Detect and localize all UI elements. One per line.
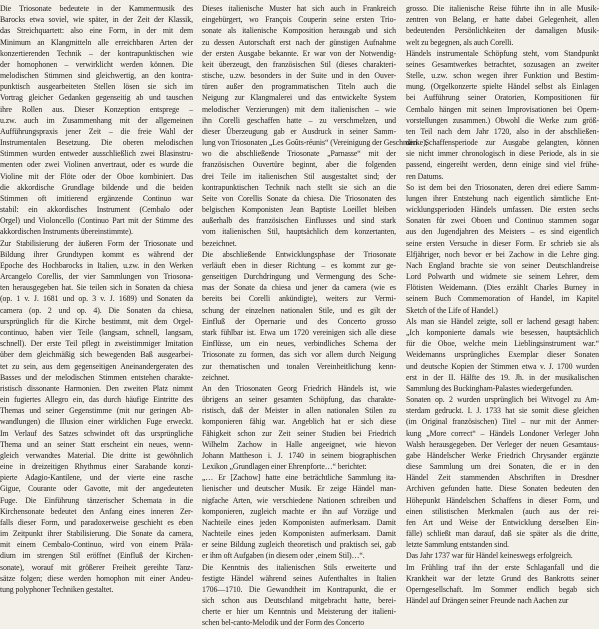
text-line: welt zu begegnen, als auch Corelli. <box>406 37 514 47</box>
text-line: lung von Triosonaten „Les Goûts-réunis“ (Vereinigung der Geschmäcke), <box>202 138 428 148</box>
text-line: diese Sammlung um drei Sonaten, die er in den <box>406 462 599 472</box>
text-line: vorstellungen zusammen.) Obwohl die Werke zum größ- <box>406 115 599 125</box>
text-line: Cembalo hängen mit seinen Improvisationen bei Opern- <box>406 104 599 114</box>
text-line: ristisch dissonante Harmonien. Den zweiten Platz nimmt <box>0 383 193 393</box>
text-line: Das Jahr 1737 war für Händel keineswegs erfolgreich. <box>406 551 573 561</box>
text-line: seines Gesamtwerkes betrachtet, sozusagen an zweiter <box>406 59 599 69</box>
text-line: grosso. Die italienische Reise führte ihn in alle Musik- <box>406 4 599 13</box>
text-line: kung „More correct“ – Händels Londoner Verleger John <box>406 428 599 438</box>
text-line: sie nicht immer chronologisch in diese Periode, als in sie <box>406 149 599 159</box>
text-line: im Zeitpunkt ihrer Stabilisierung. Die Sonate da camera, <box>0 529 193 539</box>
text-line: gabe Händelscher Werke Friedrich Chrysander ergänzte <box>406 450 599 460</box>
text-line: der homophonen – verwirklicht werden können. Die <box>0 59 193 69</box>
text-line: ten herausgegeben hat. Sie teilen sich in Sonaten da chiesa <box>0 283 193 293</box>
text-line: Nach England brachte sie von seiner Deutschlandreise <box>406 260 599 270</box>
text-line: Epoche des Hochbarocks in Italien, u.zw. in den Werken <box>0 260 193 270</box>
text-line: Barocks etwa soviel, wie später, in der Zeit der Klassik, <box>0 15 193 25</box>
text-line: Zur Stabilisierung der äußeren Form der Triosonate und <box>0 238 193 248</box>
text-line: er ihm oft Aufgaben (in diesem oder ‚einem Stil)…“. <box>202 551 365 561</box>
text-line: falls dieser Form, und paradoxerweise geschieht es eben <box>0 517 193 527</box>
text-line: Lord Polwarth und widmete sie seinem Lehrer, dem <box>406 272 599 282</box>
text-line: schnell). Der erste Teil pflegt in zweistimmiger Imitation <box>0 339 193 349</box>
text-line: Instrumentalen Besetzung. Die oberen melodischen <box>0 138 193 148</box>
text-line: dieser Überzeugung gab er Ausdruck in seiner Samm- <box>202 126 396 136</box>
text-line: melodischen Stimmen sind gleichwertig, an den kontra- <box>0 71 193 81</box>
text-line: Einflüsse, um ein neues, verbindliches Schema der <box>202 339 396 349</box>
text-line: Lexikon „Grundlagen einer Ehrenpforte…“ berichtet: <box>202 462 367 472</box>
text-line: er seine Bildung zugleich theoretisch und praktisch sei, gab <box>202 540 396 550</box>
text-line: lienischer und deutscher Musik. Er zeige Händel man- <box>202 484 396 494</box>
text-line: Minimum an Klangmitteln alle erreichbaren Arten der <box>0 37 193 47</box>
text-line: Walsh herausgegeben. Der Verleger der neuen Gesamtaus- <box>406 439 599 449</box>
text-line: den Schaffensperiode zur Ausgabe gelangten, können <box>406 138 599 148</box>
text-line: einen stilistischen Merkmalen (auch aus der rei- <box>406 506 599 516</box>
text-line: belgischen Komponisten Jean Baptiste Loeillet bleiben <box>202 205 396 215</box>
text-line: u.zw. auch im Zusammenhang mit der allgemeinen <box>0 115 193 125</box>
text-line: Sammlung des Buckingham-Palastes wiedergefunden. <box>406 383 573 393</box>
text-line: bei Aufführung seiner Oratorien, Kompositionen für <box>406 93 599 103</box>
text-line: ren Datums. <box>406 171 444 181</box>
text-line: Arcangelo Corellis, der vier Sammlungen von Triosona- <box>0 272 193 282</box>
text-line: gleich verwandtes Material. Die dritte ist gewöhnlich <box>0 450 193 460</box>
text-line: ein fugiertes Allegro ein, das durch häufige Eintritte des <box>0 395 193 405</box>
text-line: seine ersten Versuche in dieser Form. Er schrieb sie als <box>406 238 599 248</box>
text-line: (im Original französischen) Titel – nur mit der Anmer- <box>406 417 599 427</box>
text-line: komponieren, zugleich machte er ihn auf Vorzüge und <box>202 506 396 516</box>
text-line: sterdam gedruckt. I. J. 1733 hat sie somit diese gleichen <box>406 406 599 416</box>
text-line: Aufführungspraxis jener Zeit – die freie Wahl der <box>0 126 193 136</box>
text-line: Krankheit war der letzte Grund des Bankrotts seiner <box>406 573 599 583</box>
text-line: bereits bei Corelli ankündigte), weiters zur Vermi- <box>202 294 396 304</box>
text-line: wo die abschließende Triosonate „Parnasse“ mit der <box>202 149 396 159</box>
text-column-right <box>406 3 599 606</box>
text-line: zentren von Belang, er hatte dabei Gelegenheit, allen <box>406 15 599 25</box>
text-line: drei Teile im italienischen Stil ausgestaltet sind; der <box>202 171 396 181</box>
text-line: mas der Sonate da chiesa und jener da camera (wie es <box>202 283 396 293</box>
text-line: ursprünglich für die Kirche bestimmt, mit dem Orgel- <box>0 316 193 326</box>
text-line: pierte Adagio-Kantilene, und der vierte eine rasche <box>0 473 193 483</box>
text-line: außerhalb des französischen Einflusses und sind stark <box>202 216 396 226</box>
text-line: „Ich komponierte damals wie besessen, hauptsächlich <box>406 327 599 337</box>
text-line: ten Teil nach dem Jahr 1720, also in der abschließen- <box>406 126 599 136</box>
text-line: sonate als italienische Komposition herausgab und sich <box>202 26 396 36</box>
text-line: stische, u.zw. besonders in der Suite und in den Ouver- <box>202 71 396 81</box>
text-line: Stelle, u.zw. schon wegen ihrer Funktion und Bestim- <box>406 71 599 81</box>
text-line: (op. 1 v. J. 1681 und op. 3 v. J. 1689) und Sonaten da <box>0 294 193 304</box>
text-line: akkordischen Instruments übereinstimmte). <box>0 227 133 237</box>
text-line: Wilhelm Zachow in Halle angeeignet, wie hievon <box>202 439 396 449</box>
text-line: Händel Zeit stammenden Abschriften in Dresdner <box>406 473 599 483</box>
text-line: sich schon aus Deutschland mitgebracht hatte, berei- <box>202 596 396 606</box>
text-line: Die Kenntnis des italienischen Stils erweiterte und <box>202 562 396 572</box>
text-line: Seite von Corellis Sonate da chiesa. Die Triosonaten des <box>202 193 396 203</box>
text-line: wicklungsperioden Händels umfassen. Die ersten sechs <box>406 205 599 215</box>
text-line: tung polyphoner Techniken gestaltet. <box>0 584 114 594</box>
text-line: menten oder zwei Violinen anvertraut, oder es wurde die <box>0 160 193 170</box>
text-line: sonate), worauf mit größerer Freiheit gereihte Tanz- <box>0 562 193 572</box>
text-line: Höhepunkt Händelschen Schaffens in dieser Form, und <box>406 495 599 505</box>
text-line: continuo, haben vier Teile (langsam, schnell, langsam, <box>0 327 193 337</box>
text-line: Im Frühling traf ihn der erste Schlaganfall und die <box>406 562 599 572</box>
text-line: Neigung zur Klangmalerei und das entwickelte System <box>202 93 396 103</box>
text-line: eingebürgert, wo François Couperin seine ersten Trio- <box>202 15 396 25</box>
text-line: Basses und der melodischen Stimmen entstehen charakte- <box>0 372 193 382</box>
text-line: fälle) schließt man darauf, daß sie später als die dritte, <box>406 529 599 539</box>
text-line: Bildung ihrer Grundtypen kommt es während der <box>0 249 193 259</box>
text-line: Gigue, Courante oder Gavotte, mit der angedeuteten <box>0 484 193 494</box>
text-line: stabil: ein akkordisches Instrument (Cembalo oder <box>0 205 193 215</box>
text-line: Nachteile eines jeden Komponisten aufmerksam. Damit <box>202 517 396 527</box>
text-line: Sonaten für zwei Oboen und Continuo stammen sogar <box>406 216 599 226</box>
text-line: Einfluß der Opernarie und des Concerto grosso <box>202 316 396 326</box>
text-column-left <box>0 3 193 595</box>
text-line: Die Triosonate bedeutete in der Kammermusik des <box>0 4 193 13</box>
text-line: vom italienischen Stil, hauptsächlich dem konzertanten, <box>202 227 396 237</box>
text-line: Thema und an seiner Statt erscheint ein neues, wenn- <box>0 439 193 449</box>
text-line: nigfache Arten, wie verschiedene Nationen schreiben und <box>202 495 396 505</box>
text-line: die akkordische Grundlage bildende und die beiden <box>0 182 193 192</box>
text-line: Johann Mattheson i. J. 1740 in seinem biographischen <box>202 450 396 460</box>
text-line: erst in der II. Hälfte des 19. Jh. in der musikalischen <box>406 372 599 382</box>
text-line: Orgel) und Violoncello (Continuo Part mit der Stimme des <box>0 216 193 226</box>
text-line: zu dessen Autorschaft erst nach der günstigen Aufnahme <box>202 37 396 47</box>
text-line: ihre Rollen aus. Dieser Konzeption entsprege – <box>0 104 193 114</box>
text-line: melodischer Verzierungen) mit dem italienischen – wie <box>202 104 396 114</box>
text-line: Im Verlauf des Satzes schwindet oft das ursprüngliche <box>0 428 193 438</box>
text-line: „… Er [Zachow] hatte eine beträchtliche Sammlung ita- <box>202 473 396 483</box>
text-line: der ersten Ausgabe bekannte. Er war von der Notwendig- <box>202 48 396 58</box>
text-line: stark fühlbar ist. Etwa um 1720 vereinigen sich alle diese <box>202 327 396 337</box>
text-line: Händel auf Drängen seiner Freunde nach Aachen zur <box>406 596 569 606</box>
text-line: Als man sie Händel zeigte, soll er lachend gesagt haben: <box>406 316 599 326</box>
text-line: Dieses italienische Muster hat sich auch in Frankreich <box>202 4 396 13</box>
text-line: fen Art und Weise der Entwicklung derselben Ein- <box>406 517 599 527</box>
text-line: französischen Ouvertüre beginnt, aber die folgenden <box>202 160 396 170</box>
text-line: Fuge. Die Einführung tänzerischer Schemata in die <box>0 495 193 505</box>
text-line: So ist dem bei den Triosonaten, deren drei ediere Samm- <box>406 182 599 192</box>
text-line: wandlungen) die Illusion einer wirklichen Fuge erweckt. <box>0 417 193 427</box>
text-line: Händels instrumentale Schöpfung steht, vom Standpunkt <box>406 48 599 58</box>
text-line: sätze folgen; diese werden homophon mit einer Andeu- <box>0 573 193 583</box>
text-line: zur thematischen und tonalen Vereinheitlichung kenn- <box>202 361 396 371</box>
text-line: Flötisten Weidemann. (Dies erzählt Charles Burney in <box>406 283 599 293</box>
text-line: Sketch of the Life of Handel.) <box>406 305 498 315</box>
text-line: Vortrag gleicher Gedanken gegenseitig ab und tauschen <box>0 93 193 103</box>
text-line: cherte er hier um Kenntnis und Meisterung der italieni- <box>202 607 396 617</box>
text-line: ihn Corelli geschaffen hatte – zu verschmelzen, und <box>202 115 396 125</box>
text-line: keit überzeugt, den französischen Stil (dieses charakteri- <box>202 59 396 69</box>
text-line: Nachteile eines jeden Komponisten aufmerksam. Damit <box>202 529 396 539</box>
text-line: letzte Sammlung entstanden sind. <box>406 540 509 550</box>
text-line: Sonaten op. 2 wurden ursprünglich bei Witvogel zu Am- <box>406 395 599 405</box>
text-line: für die Oboe, welche mein Lieblingsinstrument war.“ <box>406 339 599 349</box>
text-line: aus den Jugendjahren des Meisters – es sind eigentlich <box>406 227 599 237</box>
text-line: festigte Händel während seines Aufenthaltes in Italien <box>202 573 396 583</box>
text-line: das Streichquartett: also eine Form, in der mit dem <box>0 26 193 36</box>
text-line: passend, eingereiht werden, denn einige sind viel frühe- <box>406 160 599 170</box>
text-line: Violine mit der Flöte oder der Oboe kombiniert. Das <box>0 171 193 181</box>
text-line: Kirchensonate bedeutet den Anfang eines inneren Zer- <box>0 506 193 516</box>
text-line: verläuft eben in dieser Richtung – es kommt zur ge- <box>202 260 396 270</box>
text-line: kontrapunktischen Technik nach stellt sie sich an die <box>202 182 396 192</box>
text-line: Elfjähriger, noch bevor er bei Zachow in die Lehre ging. <box>406 249 599 259</box>
text-line: schung der einzelnen nationalen Stile, und es gilt der <box>202 305 396 315</box>
text-line: mung. (Orgelkonzerte spielte Händel selbst als Einlagen <box>406 82 599 92</box>
text-line: komponieren fähig war. Angeblich hat er sich diese <box>202 417 396 427</box>
text-line: bedeutenden Persönlichkeiten der damaligen Musik- <box>406 26 599 36</box>
text-line: Themas und seiner Gegenstimme (mit nur geringen Ab- <box>0 406 193 416</box>
text-line: eine in dreizeitigen Rhythmus einer Sarabande konzi- <box>0 462 193 472</box>
text-line: genseitigen Durchdringung und Vermengung des Sche- <box>202 272 396 282</box>
text-line: 1706—1710. Die Gewandtheit im Kontrapunkt, die er <box>202 584 396 594</box>
text-line: dium im strengen Stil eröffnet (Einfluß der Kirchen- <box>0 551 193 561</box>
text-line: und deutsche Kopien der Stimmen etwa v. J. 1700 wurden <box>406 361 599 371</box>
text-line: Weidemanns ursprüngliches Exemplar dieser Sonaten <box>406 350 599 360</box>
text-line: tet zu sein, aus dem gegenseitigen Aneinandergeraten des <box>0 361 193 371</box>
text-line: übrigens an seiner gesamten Schöpfung, das charakte- <box>202 395 396 405</box>
text-line: Die abschließende Entwicklungsphase der Triosonate <box>202 249 396 259</box>
text-line: Archiven gefunden hatte. Diese Sonaten bedeuten den <box>406 484 599 494</box>
text-line: lungen ihrer Entstehung nach eigentlich sämtliche Ent- <box>406 193 599 203</box>
text-line: ristisch, daß der Meister in allen nationalen Stilen zu <box>202 406 396 416</box>
text-line: über dem gleichmäßig sich bewegenden Baß ausgearbei- <box>0 350 193 360</box>
text-line: mit einem Cembalo-Continuo, wird von einem Präla- <box>0 540 193 550</box>
text-line: türen außer den programmatischen Titeln auch die <box>202 82 396 92</box>
text-line: camera (op. 2 und op. 4). Die Sonaten da chiesa, <box>0 305 193 315</box>
text-line: bezeichnet. <box>202 238 237 248</box>
text-line: punktisch ausgearbeiteten Stellen lösen sie sich im <box>0 82 193 92</box>
text-line: Operngesellschaft. Im Sommer endlich begab sich <box>406 584 599 594</box>
text-line: schen bel-canto-Melodik und der Form des Concerto <box>202 618 365 628</box>
text-line: zeichnet. <box>202 372 230 382</box>
text-line: konzertierenden Technik – der kontrapunktischen wie <box>0 48 193 58</box>
text-line: Stimmen oft imitierend ergänzende Continuo war <box>0 193 193 203</box>
text-line: Triosonate zu formen, das sich vor allem durch Neigung <box>202 350 396 360</box>
text-line: Fähigkeit schon zur Zeit seiner Studien bei Friedrich <box>202 428 396 438</box>
text-line: Stimmen wurden entweder ausschließlich zwei Blasinstru- <box>0 149 193 159</box>
text-line: seinem Buch Commemoration of Handel, im Kapitel <box>406 294 599 304</box>
text-line: An den Triosonaten Georg Friedrich Händels ist, wie <box>202 383 396 393</box>
